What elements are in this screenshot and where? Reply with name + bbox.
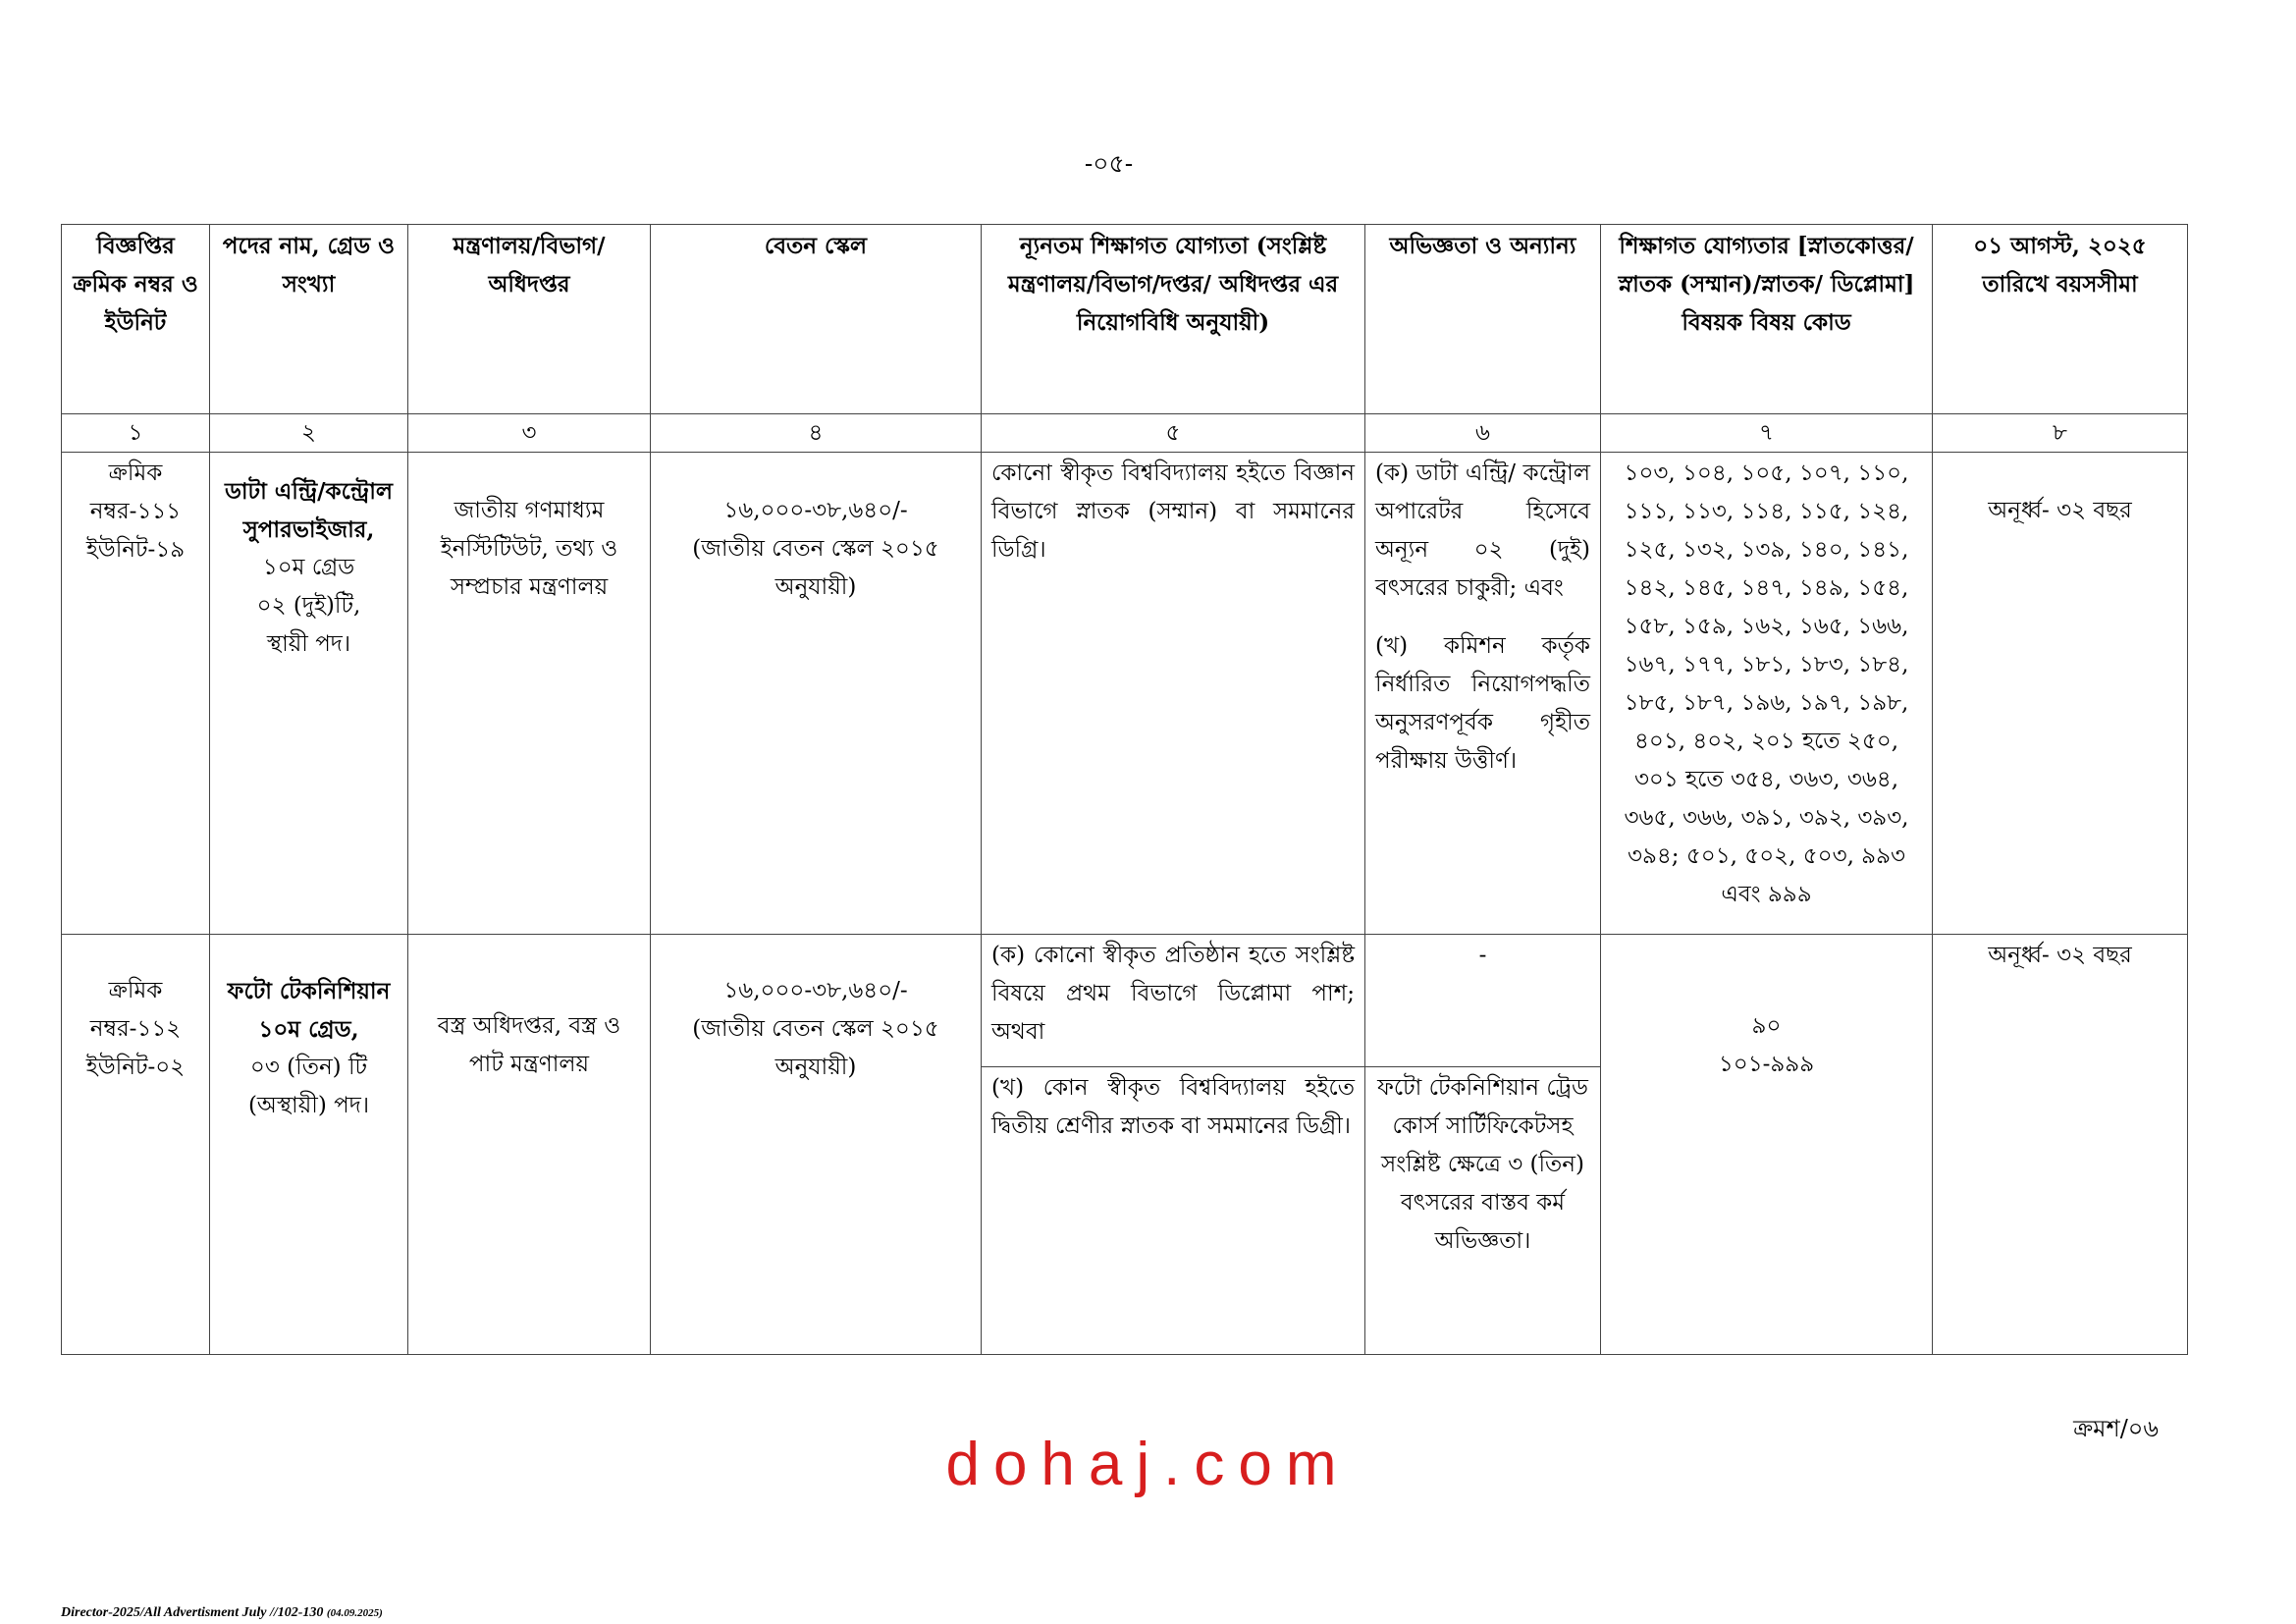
header-experience: অভিজ্ঞতা ও অন্যান্য <box>1365 225 1601 414</box>
footer-reference: Director-2025/All Advertisment July //102-130 <box>61 1605 324 1620</box>
post-cell <box>210 935 408 1355</box>
pay-scale-cell <box>651 935 982 1355</box>
header-post: পদের নাম, গ্রেড ও সংখ্যা <box>210 225 408 414</box>
ministry-cell <box>408 453 651 935</box>
column-number: ৭ <box>1601 414 1933 453</box>
header-subject-code: শিক্ষাগত যোগ্যতার [স্নাতকোত্তর/স্নাতক (সম্মান)/স্নাতক/ ডিপ্লোমা] বিষয়ক বিষয় কোড <box>1601 225 1933 414</box>
qualification-cell-b: (খ) কোন স্বীকৃত বিশ্ববিদ্যালয় হইতে দ্বিতীয় শ্রেণীর স্নাতক বা সমমানের ডিগ্রী। <box>982 1067 1365 1355</box>
post-type: (অস্থায়ী) পদ। <box>247 1093 370 1118</box>
header-ministry: মন্ত্রণালয়/বিভাগ/ অধিদপ্তর <box>408 225 651 414</box>
qualification-cell: কোনো স্বীকৃত বিশ্ববিদ্যালয় হইতে বিজ্ঞান বিভাগে স্নাতক (সম্মান) বা সমমানের ডিগ্রি। <box>982 453 1365 935</box>
age-limit-cell <box>1933 453 2188 935</box>
experience-cell-a: - <box>1365 935 1601 1067</box>
footer <box>61 1605 383 1621</box>
age-limit: অনূর্ধ্ব- ৩২ বছর <box>1988 943 2132 968</box>
ministry-text: বস্ত্র অধিদপ্তর, বস্ত্র ও পাট মন্ত্রণালয় <box>437 1013 621 1077</box>
experience-item-b: (খ) কমিশন কর্তৃক নির্ধারিত নিয়োগপদ্ধতি অনুসরণপূর্বক গৃহীত পরীক্ষায় উত্তীর্ণ। <box>1375 633 1590 774</box>
header-serial: বিজ্ঞপ্তির ক্রমিক নম্বর ও ইউনিট <box>62 225 210 414</box>
continued-note: ক্রমশ/০৬ <box>2073 1415 2159 1442</box>
post-type: স্থায়ী পদ। <box>266 631 351 657</box>
table-row <box>62 453 2188 935</box>
post-count: ০৩ (তিন) টি <box>249 1055 368 1080</box>
subject-code-cell <box>1601 935 1933 1355</box>
pay-scale: ১৬,০০০-৩৮,৬৪০/- <box>723 978 908 1003</box>
qualification-cell-a: (ক) কোনো স্বীকৃত প্রতিষ্ঠান হতে সংশ্লিষ্ট বিষয়ে প্রথম বিভাগে ডিপ্লোমা পাশ; অথবা <box>982 935 1365 1067</box>
serial-text: ক্রমিক নম্বর-১১২ ইউনিট-০২ <box>85 978 186 1080</box>
ministry-text: জাতীয় গণমাধ্যম ইনস্টিটিউট, তথ্য ও সম্প্রচার মন্ত্রণালয় <box>440 498 618 600</box>
subject-code-cell: ১০৩, ১০৪, ১০৫, ১০৭, ১১০, ১১১, ১১৩, ১১৪, ১১৫, ১২৪, ১২৫, ১৩২, ১৩৯, ১৪০, ১৪১, ১৪২, ১৪৫, ১৪৭, ১৪৯, ১৫৪, ১৫৮, ১৫৯, ১৬২, ১৬৫, ১৬৬, ১৬৭, ১৭৭, ১৮১, ১৮৩, ১৮৪, ১৮৫, ১৮৭, ১৯৬, ১৯৭, ১৯৮, ৪০১, ৪০২, ২০১ হতে ২৫০, ৩০১ হতে ৩৫৪, ৩৬৩, ৩৬৪, ৩৬৫, ৩৬৬, ৩৯১, ৩৯২, ৩৯৩, ৩৯৪; ৫০১, ৫০২, ৫০৩, ৯৯৩ এবং ৯৯৯ <box>1601 453 1933 935</box>
header-qualification: ন্যূনতম শিক্ষাগত যোগ্যতা (সংশ্লিষ্ট মন্ত্রণালয়/বিভাগ/দপ্তর/ অধিদপ্তর এর নিয়োগবিধি অনুযায়ী) <box>982 225 1365 414</box>
column-number: ৮ <box>1933 414 2188 453</box>
experience-cell-b: ফটো টেকনিশিয়ান ট্রেড কোর্স সার্টিফিকেটসহ সংশ্লিষ্ট ক্ষেত্রে ৩ (তিন) বৎসরের বাস্তব কর্ম অভিজ্ঞতা। <box>1365 1067 1601 1355</box>
watermark: dohaj.com <box>945 1431 1351 1498</box>
header-pay-scale: বেতন স্কেল <box>651 225 982 414</box>
age-limit-cell <box>1933 935 2188 1355</box>
header-age-limit: ০১ আগস্ট, ২০২৫ তারিখে বয়সসীমা <box>1933 225 2188 414</box>
footer-date: (04.09.2025) <box>326 1607 383 1619</box>
post-cell <box>210 453 408 935</box>
pay-scale-note: (জাতীয় বেতন স্কেল ২০১৫ অনুযায়ী) <box>692 1016 939 1080</box>
pay-scale-note: (জাতীয় বেতন স্কেল ২০১৫ অনুযায়ী) <box>692 536 939 600</box>
post-grade: ১০ম গ্রেড, <box>258 1016 359 1043</box>
pay-scale-cell <box>651 453 982 935</box>
column-number: ১ <box>62 414 210 453</box>
ministry-cell <box>408 935 651 1355</box>
column-number: ৪ <box>651 414 982 453</box>
header-row <box>62 225 2188 414</box>
experience-item-a: (ক) ডাটা এন্ট্রি/ কন্ট্রোল অপারেটর হিসেবে অন্যূন ০২ (দুই) বৎসরের চাকুরী; এবং <box>1375 460 1590 601</box>
column-number: ৬ <box>1365 414 1601 453</box>
post-name: ডাটা এন্ট্রি/কন্ট্রোল সুপারভাইজার, <box>224 478 394 543</box>
post-count: ০২ (দুই)টি, <box>256 593 361 619</box>
subject-code: ১০১-৯৯৯ <box>1718 1052 1815 1077</box>
recruitment-table <box>61 224 2188 1355</box>
page-number: -০৫- <box>1084 149 1134 178</box>
column-number-row <box>62 414 2188 453</box>
table-row <box>62 935 2188 1067</box>
column-number: ২ <box>210 414 408 453</box>
post-grade: ১০ম গ্রেড <box>262 555 355 580</box>
subject-code: ৯০ <box>1751 1013 1782 1039</box>
age-limit: অনূর্ধ্ব- ৩২ বছর <box>1988 498 2132 523</box>
serial-cell <box>62 935 210 1355</box>
post-name: ফটো টেকনিশিয়ান <box>227 978 391 1004</box>
experience-cell <box>1365 453 1601 935</box>
column-number: ৫ <box>982 414 1365 453</box>
serial-cell: ক্রমিক নম্বর-১১১ ইউনিট-১৯ <box>62 453 210 935</box>
column-number: ৩ <box>408 414 651 453</box>
pay-scale: ১৬,০০০-৩৮,৬৪০/- <box>723 498 908 523</box>
